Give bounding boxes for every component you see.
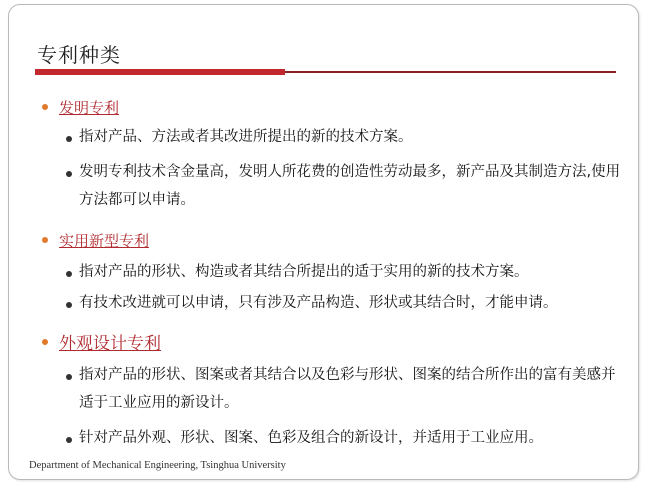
list-item: 指对产品的形状、图案或者其结合以及色彩与形状、图案的结合所作出的富有美感并适于工业应用的新设计。 (79, 367, 616, 411)
title-underline-dark (285, 71, 616, 73)
section-heading-utility-model: 实用新型专利 (59, 232, 150, 250)
item-bullet (66, 437, 72, 443)
section-bullet (42, 339, 48, 345)
slide-frame (8, 4, 639, 480)
list-item: 指对产品的形状、构造或者其结合所提出的适于实用的新的技术方案。 (79, 264, 529, 280)
list-item: 有技术改进就可以申请，只有涉及产品构造、形状或其结合时，才能申请。 (79, 295, 558, 311)
section-bullet (42, 237, 48, 243)
item-bullet (66, 302, 72, 308)
item-bullet (66, 271, 72, 277)
list-item: 发明专利技术含金量高，发明人所花费的创造性劳动最多，新产品及其制造方法,使用方法都可以申请。 (79, 164, 621, 208)
title-underline-red (35, 69, 285, 75)
item-bullet (66, 374, 72, 380)
section-bullet (42, 104, 48, 110)
section-heading-invention: 发明专利 (59, 99, 120, 117)
item-bullet (66, 136, 72, 142)
list-item: 指对产品、方法或者其改进所提出的新的技术方案。 (79, 129, 413, 145)
slide-footer: Department of Mechanical Engineering, Tsinghua University (29, 460, 286, 471)
list-item: 针对产品外观、形状、图案、色彩及组合的新设计，并适用于工业应用。 (79, 430, 543, 446)
item-bullet (66, 171, 72, 177)
slide-title: 专利种类 (37, 43, 121, 67)
section-heading-design: 外观设计专利 (59, 334, 161, 354)
